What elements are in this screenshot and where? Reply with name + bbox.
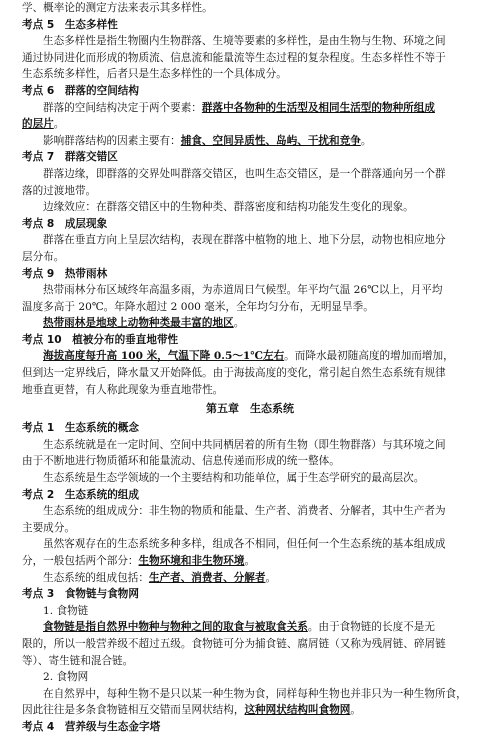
- text-run: 。: [53, 118, 65, 131]
- text-run: 影响群落结构的因素主要有：: [43, 134, 181, 147]
- text-run: 生态系统就是在一定时间、空间中共同栖居着的所有生物（即生物群落）与其环境之间: [43, 438, 446, 451]
- body-text-line: [22, 453, 478, 470]
- text-run: 生态系统多样性，后者只是生态多样性的一个具体成分。: [22, 68, 287, 81]
- section-heading: 考点 1 生态系统的概念: [22, 422, 139, 435]
- body-text-line: [22, 232, 478, 249]
- text-run: 。: [265, 571, 277, 584]
- text-run: 分，一般包括两个部分：: [22, 555, 139, 567]
- key-point-underlined: 生物环境和非生物环境: [138, 555, 245, 567]
- text-run: 。: [360, 134, 372, 147]
- chapter-title: 第五章 生态系统: [206, 402, 294, 416]
- document-page: [22, 0, 478, 736]
- body-text-line: [22, 669, 478, 686]
- body-text-line: [22, 116, 478, 133]
- text-run: 层分布。: [22, 250, 65, 263]
- section-heading: 考点 7 群落交错区: [22, 151, 118, 164]
- key-point-underlined: 海拔高度每升高 100 米，气温下降 0.5～1℃左右: [43, 350, 285, 363]
- body-text-line: [22, 183, 478, 200]
- text-run: 落的过渡地带。: [22, 184, 97, 197]
- text-run: 群落边缘，即群落的交界处叫群落交错区，也叫生态交错区，是一个群落通向另一个群: [43, 167, 446, 180]
- text-run: 因此往往是多条食物链相互交错而呈网状结构，: [22, 704, 245, 717]
- key-point-underlined: 食物链是指自然界中物种与物种之间的取食与被取食关系: [43, 621, 308, 634]
- body-text-line: [22, 503, 478, 520]
- body-text-line: [22, 365, 478, 382]
- key-point-underlined: 这种网状结构叫食物网: [244, 704, 351, 717]
- section-heading: 考点 3 食物链与食物网: [22, 588, 139, 601]
- text-run: 边缘效应：在群落交错区中的生物种类、群落密度和结构功能发生变化的现象。: [43, 201, 414, 214]
- text-run: 由于不断地进行物质循环和能量流动、信息传递而形成的统一整体。: [22, 455, 340, 468]
- body-text-line: [22, 636, 478, 653]
- text-run: 生态系统的组成包括：: [43, 571, 149, 584]
- text-run: 生态系统是生态学领域的一个主要结构和功能单位，属于生态学研究的最高层次。: [43, 472, 425, 485]
- key-point-underlined: 生产者、消费者、分解者: [148, 571, 266, 584]
- key-point-underlined: 的层片: [22, 118, 54, 131]
- body-text-line: [22, 299, 478, 316]
- text-run: 。: [350, 704, 361, 717]
- text-run: 地垂直更替，有人称此现象为垂直地带性。: [22, 383, 224, 396]
- text-run: 虽然客观存在的生态系统多种多样，组成各不相同，但任何一个生态系统的基本组成成: [43, 538, 446, 551]
- text-run: 。: [233, 317, 245, 330]
- body-text-line: [22, 603, 478, 620]
- body-text-line: [22, 249, 478, 266]
- text-run: 在自然界中，每种生物不是只以某一种生物为食，同样每种生物也并非只为一种生物所食，: [43, 687, 467, 700]
- body-text-line: [22, 66, 478, 83]
- text-run: 生态系统的组成成分：非生物的物质和能量、生产者、消费者、分解者，其中生产者为: [43, 505, 446, 518]
- section-heading: 考点 6 群落的空间结构: [22, 84, 139, 97]
- section-heading: 考点 4 营养级与生态金字塔: [22, 720, 161, 733]
- key-point-underlined: 群落中各物种的生活型及相同生活型的物种所组成: [201, 101, 435, 114]
- body-text-line: [22, 653, 478, 670]
- section-heading: 考点 8 成层现象: [22, 217, 108, 230]
- section-heading: 考点 5 生态多样性: [22, 18, 118, 31]
- text-run: 1. 食物链: [43, 604, 89, 617]
- body-text-line: [22, 133, 478, 150]
- body-text-line: [22, 553, 478, 570]
- text-run: 。而降水最初随高度的增加而增加，: [284, 350, 454, 363]
- body-text-line: [22, 315, 478, 332]
- text-run: 主要成分。: [22, 521, 75, 534]
- text-run: 限的，所以一般营养级不超过五级。食物链可分为捕食链、腐屑链（又称为残屑链、碎屑链: [22, 637, 446, 650]
- body-text-line: [22, 570, 478, 587]
- text-run: 群落的空间结构决定于两个要素：: [43, 101, 202, 114]
- body-text-line: [22, 0, 478, 17]
- body-text-line: [22, 702, 478, 719]
- body-text-line: [22, 348, 478, 365]
- text-run: 。由于食物链的长度不是无: [307, 621, 435, 634]
- section-heading: 考点 2 生态系统的组成: [22, 488, 139, 501]
- text-run: 2. 食物网: [43, 671, 89, 684]
- body-text-line: [22, 470, 478, 487]
- key-point-underlined: 热带雨林是地球上动物种类最丰富的地区: [43, 317, 234, 330]
- body-text-line: [22, 536, 478, 553]
- body-text-line: [22, 282, 478, 299]
- text-run: 温度多高于 20℃。年降水超过 2 000 毫米，全年均匀分布，无明显旱季。: [22, 300, 374, 313]
- text-run: 生态多样性是指生物圈内生物群落、生境等要素的多样性，是由生物与生物、环境之间: [43, 35, 446, 48]
- text-run: 群落在垂直方向上呈层次结构，表现在群落中植物的地上、地下分层，动物也相应地分: [43, 234, 446, 247]
- text-run: 通过协同进化而形成的物质流、信息流和能量流等生态过程的复杂程度。生态多样性不等于: [22, 51, 446, 64]
- text-run: 热带雨林分布区域终年高温多雨，为赤道周日气候型。年平均气温 26℃以上，月平均: [43, 284, 443, 297]
- body-text-line: [22, 33, 478, 50]
- body-text-line: [22, 619, 478, 636]
- body-text-line: [22, 100, 478, 117]
- body-text-line: [22, 199, 478, 216]
- body-text-line: [22, 50, 478, 67]
- body-text-line: [22, 166, 478, 183]
- key-point-underlined: 捕食、空间异质性、岛屿、干扰和竞争: [180, 134, 361, 147]
- body-text-line: [22, 437, 478, 454]
- text-run: 。: [244, 555, 256, 567]
- text-run: 但到达一定界线后，降水量又开始降低。由于海拔高度的变化，常引起自然生态系统有规律: [22, 367, 446, 380]
- section-heading: 考点 10 植被分布的垂直地带性: [22, 333, 179, 346]
- body-text-line: [22, 520, 478, 537]
- body-text-line: [22, 686, 478, 703]
- text-run: 等）、寄生链和混合链。: [22, 654, 134, 667]
- text-run: 学、概率论的测定方法来表示其多样性。: [22, 2, 213, 14]
- section-heading: 考点 9 热带雨林: [22, 267, 108, 280]
- body-text-line: [22, 382, 478, 399]
